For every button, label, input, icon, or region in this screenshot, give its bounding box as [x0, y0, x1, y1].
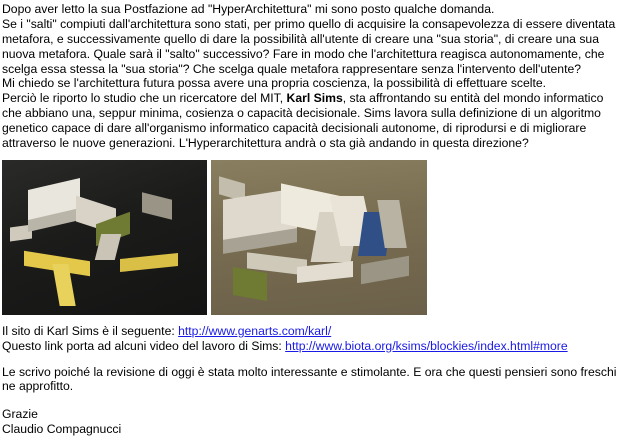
link-line-1-prefix: Il sito di Karl Sims è il seguente: [2, 323, 179, 338]
link-line-1 [2, 324, 626, 339]
image-row [2, 160, 626, 315]
link-line-2 [2, 339, 626, 354]
closing-paragraph: Le scrivo poiché la revisione di oggi è stata molto interessante e stimolante. E ora che questi pensieri sono freschi ne approfitto. [2, 364, 617, 394]
link-line-2-prefix: Questo link porta ad alcuni video del lavoro di Sims: [2, 338, 286, 353]
karl-sims-evolved-blocks-tan [211, 160, 427, 315]
paragraph-4: Perciò le riporto lo studio che un ricercatore del MIT, Karl Sims, sta affrontando su entità del mondo informatico che abbiano una, seppur minima, cosienza o capacità decisionale. Sims lavora sulla definizione di un algoritmo genetico capace di dare all'organismo informatico capacità decisionali autonome, di riprodursi e di migliorare attraverso le nuove generazioni. L'Hyperarchitettura andrà o sta già andando in questa direzione? [2, 91, 604, 150]
researcher-name: Karl Sims [286, 91, 343, 106]
spacer [2, 315, 626, 324]
spacer [2, 354, 626, 365]
karl-sims-videos-link[interactable]: http://www.biota.org/ksims/blockies/index.html#more [285, 338, 568, 353]
paragraph-1: Dopo aver letto la sua Postfazione ad "HyperArchitettura" mi sono posto qualche domanda. [2, 2, 495, 16]
signoff: Grazie [2, 407, 38, 422]
block-shape [233, 267, 267, 301]
paragraph-2: Se i "salti" compiuti dall'architettura sono stati, per primo quello di acquisire la consapevolezza di essere diventata metafora, e successivamente quello di dare la possibilità all'utente di creare una "sua storia", di creare una sua nuova metafora. Quale sarà il "salto" successivo? Fare in modo che l'architettura reagisca autonomamente, che scelga essa stessa la "sua storia"? Che scelga quale metafora rappresentare senza l'intervento dell'utente? [2, 16, 616, 76]
karl-sims-website-link[interactable]: http://www.genarts.com/karl/ [178, 323, 332, 338]
paragraph-3: Mi chiedo se l'architettura futura possa avere una propria coscienza, la possibilità di effettuare scelte. [2, 76, 547, 91]
signature: Claudio Compagnucci [2, 422, 122, 437]
spacer [2, 394, 626, 407]
karl-sims-evolved-blocks-dark [2, 160, 207, 315]
